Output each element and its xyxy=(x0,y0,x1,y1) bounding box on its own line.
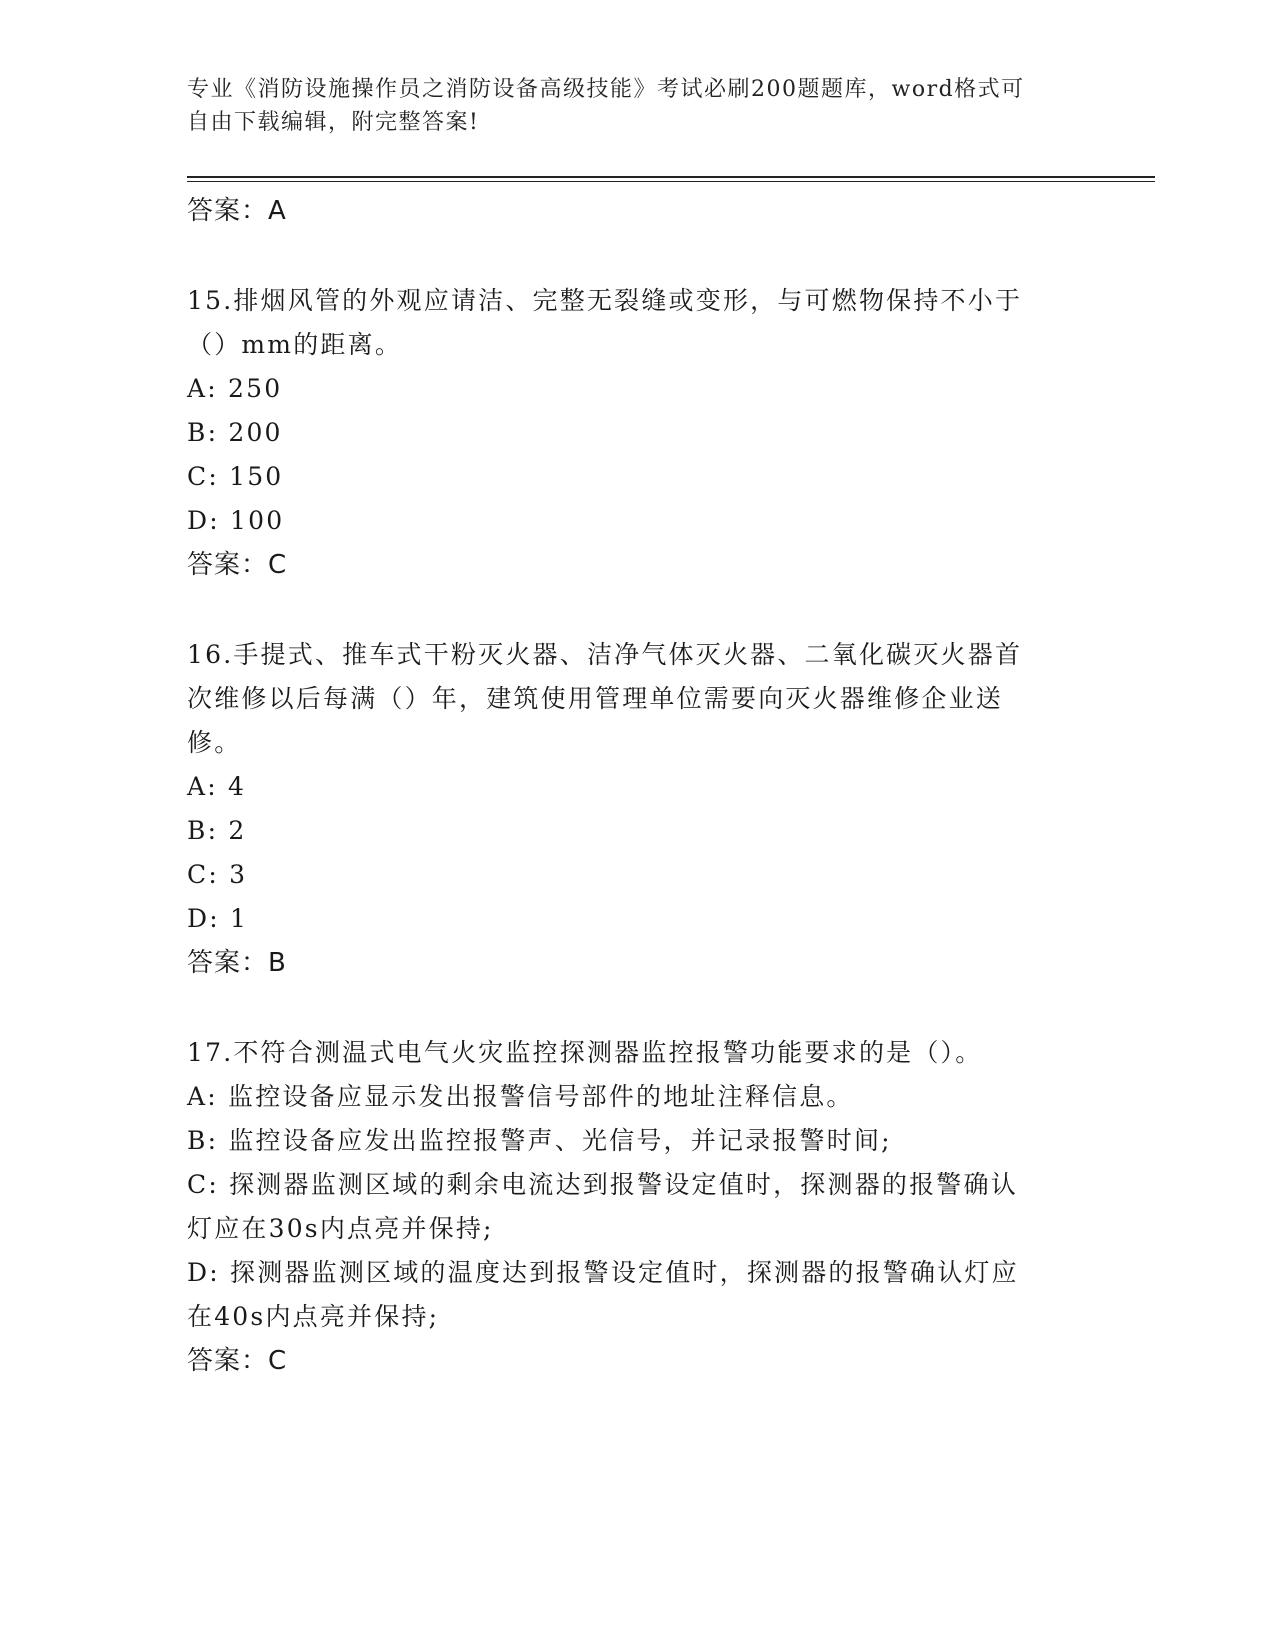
header-line-2: 自由下载编辑，附完整答案! xyxy=(187,110,480,135)
question-15-option-c: C: 150 xyxy=(187,462,284,491)
question-17-answer: 答案：C xyxy=(187,1346,288,1376)
question-16-stem-line-1: 16.手提式、推车式干粉灭火器、洁净气体灭火器、二氧化碳灭火器首 xyxy=(187,640,1023,669)
previous-answer: 答案：A xyxy=(187,196,287,226)
question-16-option-c: C: 3 xyxy=(187,860,248,889)
question-15-stem-line-2: （）mm的距离。 xyxy=(187,330,403,359)
question-15-answer: 答案：C xyxy=(187,550,288,580)
question-17-option-d-line-2: 在40s内点亮并保持; xyxy=(187,1302,440,1331)
header-divider-thick xyxy=(187,176,1155,178)
question-17-stem-line-1: 17.不符合测温式电气火灾监控探测器监控报警功能要求的是（）。 xyxy=(187,1038,983,1067)
question-17-option-c-line-1: C: 探测器监测区域的剩余电流达到报警设定值时，探测器的报警确认 xyxy=(187,1170,1018,1199)
question-16-answer: 答案：B xyxy=(187,948,287,978)
question-16-stem-line-3: 修。 xyxy=(187,728,242,757)
question-16-option-a: A: 4 xyxy=(187,772,247,801)
question-17-option-d-line-1: D: 探测器监测区域的温度达到报警设定值时，探测器的报警确认灯应 xyxy=(187,1258,1019,1287)
header-line-1: 专业《消防设施操作员之消防设备高级技能》考试必刷200题题库，word格式可 xyxy=(187,77,1025,102)
question-15-stem-line-1: 15.排烟风管的外观应请洁、完整无裂缝或变形，与可燃物保持不小于 xyxy=(187,286,1023,315)
question-15-option-b: B: 200 xyxy=(187,418,283,447)
document-header xyxy=(187,73,1087,139)
question-16-stem-line-2: 次维修以后每满（）年，建筑使用管理单位需要向灭火器维修企业送 xyxy=(187,684,1004,713)
question-17-option-b: B: 监控设备应发出监控报警声、光信号，并记录报警时间; xyxy=(187,1126,892,1155)
header-divider-thin xyxy=(187,181,1155,182)
question-15-option-d: D: 100 xyxy=(187,506,285,535)
question-17-option-c-line-2: 灯应在30s内点亮并保持; xyxy=(187,1214,494,1243)
question-15-option-a: A: 250 xyxy=(187,374,283,403)
question-17-option-a: A: 监控设备应显示发出报警信号部件的地址注释信息。 xyxy=(187,1082,854,1111)
question-16-option-d: D: 1 xyxy=(187,904,249,933)
question-16-option-b: B: 2 xyxy=(187,816,247,845)
